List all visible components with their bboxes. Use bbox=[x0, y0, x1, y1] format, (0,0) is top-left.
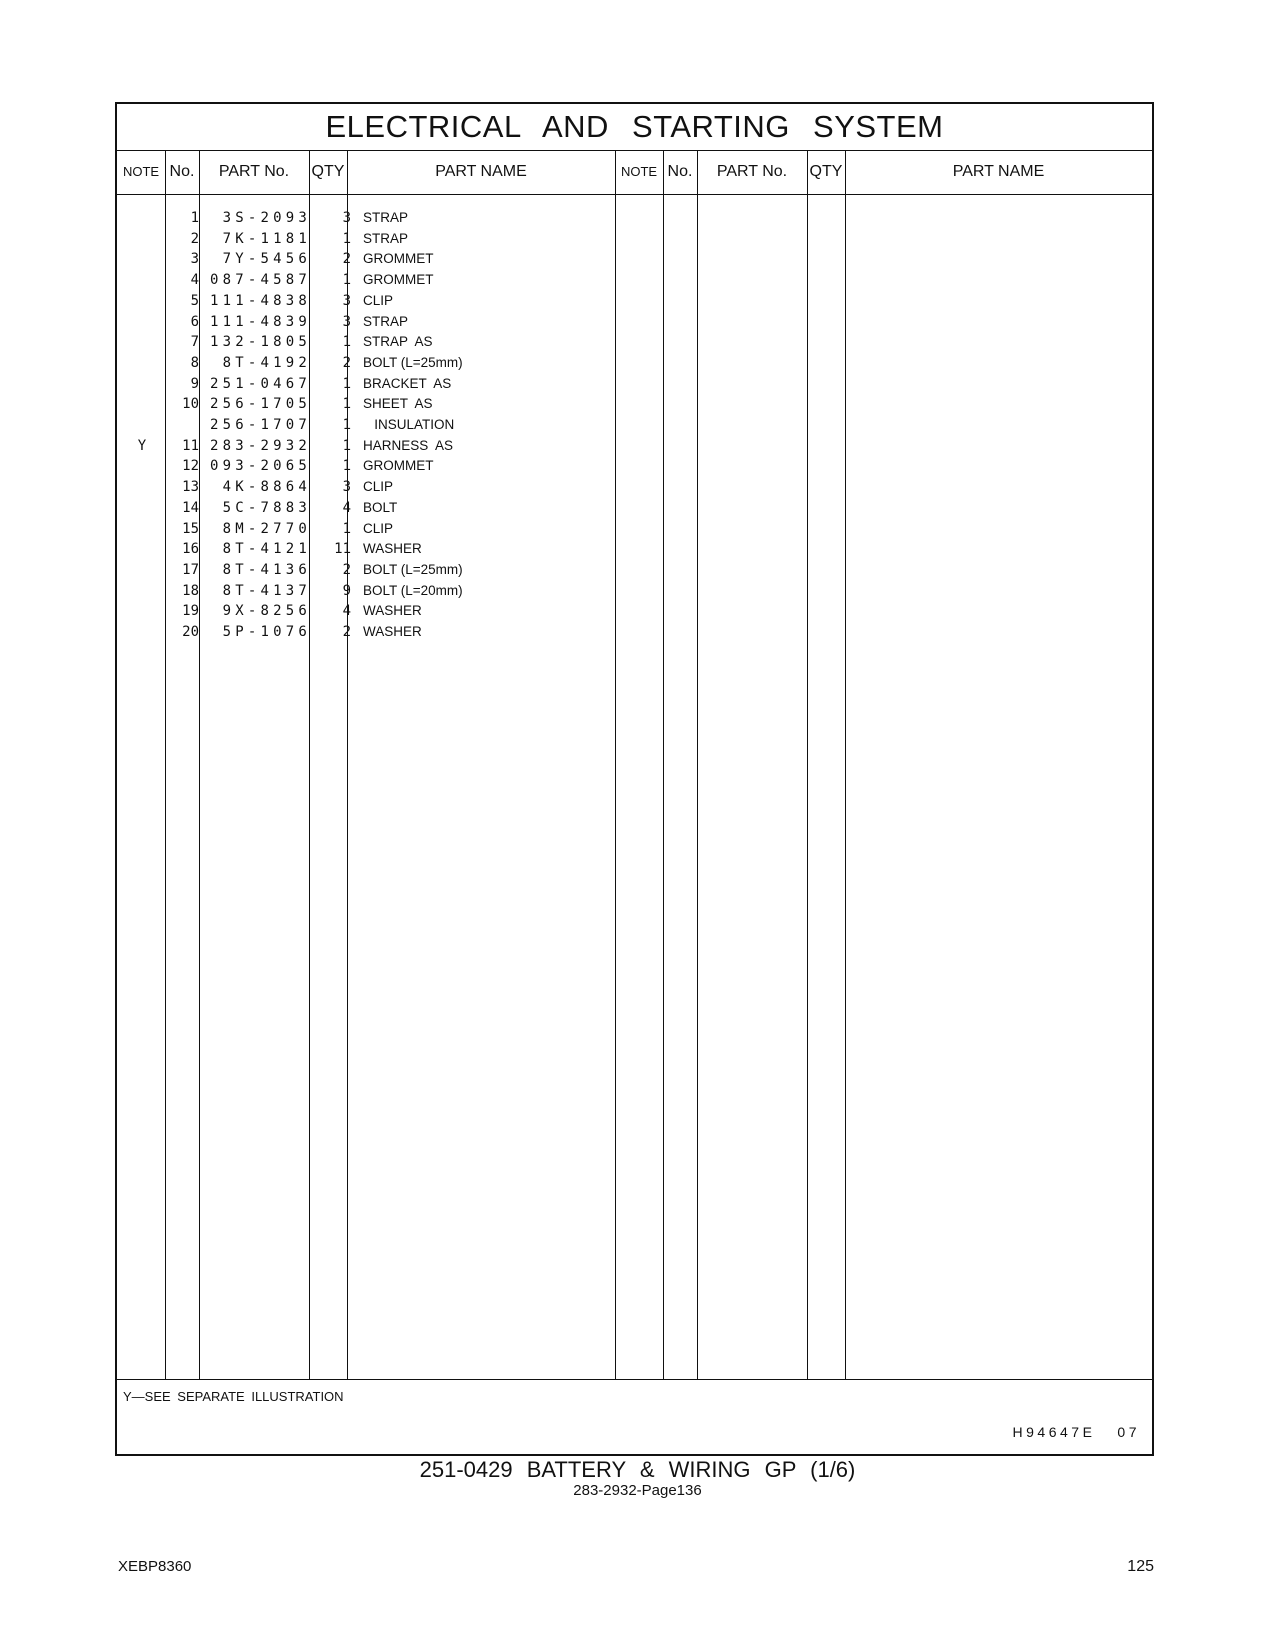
row-part-name: CLIP bbox=[363, 479, 394, 495]
row-quantity: 1 bbox=[342, 437, 351, 454]
row-quantity: 1 bbox=[342, 230, 351, 247]
row-part-number: 8T-4121 bbox=[222, 541, 311, 558]
row-part-number: 8T-4136 bbox=[222, 561, 311, 578]
row-quantity: 4 bbox=[342, 603, 351, 620]
row-quantity: 1 bbox=[342, 458, 351, 475]
row-part-number: 5P-1076 bbox=[222, 624, 311, 640]
row-part-name: BRACKET AS bbox=[363, 375, 452, 391]
header-note: NOTE bbox=[122, 164, 160, 179]
row-note bbox=[117, 373, 167, 395]
page-number: 125 bbox=[1127, 1558, 1154, 1575]
row-part-number: 7K-1181 bbox=[222, 230, 311, 247]
row-part-name: STRAP AS bbox=[363, 334, 433, 350]
row-item-number: 13 bbox=[182, 479, 199, 496]
figure-code: H94647E 07 bbox=[1012, 1424, 1140, 1440]
row-note bbox=[117, 600, 167, 622]
row-quantity: 1 bbox=[342, 334, 351, 351]
row-note bbox=[117, 538, 167, 560]
row-quantity: 4 bbox=[342, 499, 351, 516]
parts-table-frame bbox=[115, 102, 1154, 1456]
row-part-name: BOLT (L=25mm) bbox=[363, 354, 463, 370]
row-item-number: 5 bbox=[190, 292, 199, 309]
row-part-name: CLIP bbox=[363, 520, 394, 536]
footnote: Y—SEE SEPARATE ILLUSTRATION bbox=[123, 1389, 344, 1404]
row-part-number: 251-0467 bbox=[209, 375, 311, 392]
page-reference: 283-2932-Page136 bbox=[573, 1482, 702, 1499]
row-item-number: 17 bbox=[182, 561, 199, 578]
header-no: No. bbox=[169, 163, 195, 180]
row-part-number: 3S-2093 bbox=[222, 210, 311, 226]
row-item-number: 7 bbox=[190, 334, 199, 351]
row-note bbox=[117, 621, 167, 643]
header-part-no-right: PART No. bbox=[716, 163, 788, 180]
row-quantity: 2 bbox=[342, 251, 351, 268]
row-quantity: 3 bbox=[342, 313, 351, 330]
row-item-number bbox=[167, 414, 199, 436]
row-note bbox=[117, 207, 167, 229]
row-item-number: 12 bbox=[182, 458, 199, 475]
row-part-name: STRAP bbox=[363, 210, 409, 225]
row-quantity: 1 bbox=[342, 272, 351, 289]
row-note bbox=[117, 518, 167, 540]
row-part-name: INSULATION bbox=[363, 417, 455, 432]
row-part-name: BOLT (L=25mm) bbox=[363, 561, 463, 577]
column-divider bbox=[663, 150, 664, 1380]
section-title: ELECTRICAL AND STARTING SYSTEM bbox=[117, 104, 1152, 151]
header-part-name-right: PART NAME bbox=[952, 163, 1045, 180]
row-item-number: 16 bbox=[182, 541, 199, 558]
row-note bbox=[117, 455, 167, 477]
row-part-number: 4K-8864 bbox=[222, 479, 311, 496]
row-note bbox=[117, 393, 167, 415]
row-part-number: 283-2932 bbox=[209, 437, 311, 454]
table-bottom-rule bbox=[117, 1379, 1152, 1380]
row-quantity: 1 bbox=[342, 520, 351, 537]
row-part-name: BOLT bbox=[363, 499, 398, 515]
row-quantity: 1 bbox=[342, 375, 351, 392]
row-quantity: 3 bbox=[342, 479, 351, 496]
row-part-number: 132-1805 bbox=[209, 334, 311, 351]
column-divider bbox=[199, 150, 200, 1380]
row-part-name: CLIP bbox=[363, 292, 394, 308]
column-divider bbox=[845, 150, 846, 1380]
header-note-right: NOTE bbox=[620, 164, 658, 179]
row-note bbox=[117, 228, 167, 250]
row-part-number: 256-1705 bbox=[209, 396, 311, 413]
row-item-number: 18 bbox=[182, 582, 199, 599]
row-note bbox=[117, 269, 167, 291]
row-part-name: GROMMET bbox=[363, 251, 434, 267]
row-part-number: 8T-4137 bbox=[222, 582, 311, 599]
row-part-name: WASHER bbox=[363, 541, 422, 557]
row-part-number: 256-1707 bbox=[209, 417, 311, 433]
column-divider bbox=[807, 150, 808, 1380]
row-part-number: 9X-8256 bbox=[222, 603, 311, 620]
row-item-number: 15 bbox=[182, 520, 199, 537]
header-qty-right: QTY bbox=[809, 163, 843, 180]
row-part-name: SHEET AS bbox=[363, 396, 433, 412]
row-quantity: 1 bbox=[342, 417, 351, 433]
row-part-number: 5C-7883 bbox=[222, 499, 311, 516]
row-note bbox=[117, 559, 167, 581]
row-item-number: 11 bbox=[182, 437, 199, 454]
row-part-number: 087-4587 bbox=[209, 272, 311, 289]
row-item-number: 20 bbox=[182, 624, 199, 640]
row-part-number: 8M-2770 bbox=[222, 520, 311, 537]
row-part-name: WASHER bbox=[363, 624, 422, 639]
row-item-number: 3 bbox=[190, 251, 199, 268]
row-item-number: 1 bbox=[190, 210, 199, 226]
row-item-number: 4 bbox=[190, 272, 199, 289]
row-quantity: 2 bbox=[342, 354, 351, 371]
row-item-number: 10 bbox=[182, 396, 199, 413]
header-part-name: PART NAME bbox=[435, 163, 527, 180]
row-part-number: 111-4838 bbox=[209, 292, 311, 309]
row-part-name: STRAP bbox=[363, 313, 409, 329]
row-part-name: GROMMET bbox=[363, 458, 434, 474]
row-part-name: HARNESS AS bbox=[363, 437, 454, 453]
row-note bbox=[117, 497, 167, 519]
row-note bbox=[117, 311, 167, 333]
row-note bbox=[117, 476, 167, 498]
row-item-number: 8 bbox=[190, 354, 199, 371]
header-part-no: PART No. bbox=[218, 163, 290, 180]
row-item-number: 6 bbox=[190, 313, 199, 330]
row-quantity: 2 bbox=[342, 561, 351, 578]
row-quantity: 3 bbox=[342, 210, 351, 226]
header-no-right: No. bbox=[667, 163, 693, 180]
row-note bbox=[117, 290, 167, 312]
row-part-number: 7Y-5456 bbox=[222, 251, 311, 268]
row-note bbox=[117, 352, 167, 374]
row-part-number: 8T-4192 bbox=[222, 354, 311, 371]
row-part-name: WASHER bbox=[363, 603, 422, 619]
row-item-number: 14 bbox=[182, 499, 199, 516]
row-note bbox=[117, 248, 167, 270]
row-item-number: 9 bbox=[190, 375, 199, 392]
row-item-number: 2 bbox=[190, 230, 199, 247]
row-quantity: 2 bbox=[342, 624, 351, 640]
header-qty: QTY bbox=[311, 163, 345, 180]
group-caption: 251-0429 BATTERY & WIRING GP (1/6) bbox=[419, 1457, 856, 1482]
row-quantity: 11 bbox=[334, 541, 351, 558]
row-quantity: 1 bbox=[342, 396, 351, 413]
row-note bbox=[117, 414, 167, 436]
row-part-number: 111-4839 bbox=[209, 313, 311, 330]
row-quantity: 3 bbox=[342, 292, 351, 309]
row-note bbox=[117, 331, 167, 353]
row-part-number: 093-2065 bbox=[209, 458, 311, 475]
row-part-name: BOLT (L=20mm) bbox=[363, 582, 463, 598]
row-item-number: 19 bbox=[182, 603, 199, 620]
row-note bbox=[117, 580, 167, 602]
row-note: Y bbox=[137, 437, 147, 454]
column-divider bbox=[697, 150, 698, 1380]
document-id: XEBP8360 bbox=[118, 1558, 192, 1575]
row-part-name: STRAP bbox=[363, 230, 409, 246]
row-quantity: 9 bbox=[342, 582, 351, 599]
row-part-name: GROMMET bbox=[363, 272, 434, 288]
